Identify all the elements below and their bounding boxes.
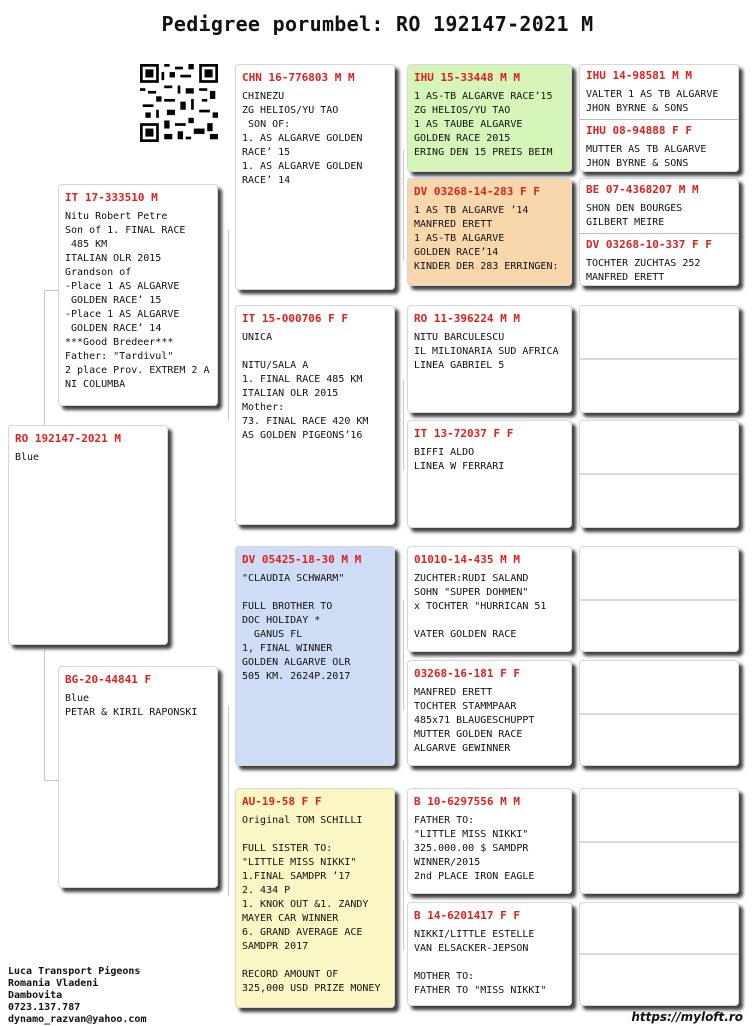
great-grandparent-card[interactable] <box>407 660 572 766</box>
great-grandparent-card[interactable] <box>407 305 572 413</box>
divider <box>580 599 738 601</box>
page-title: Pedigree porumbel: RO 192147-2021 M <box>161 12 594 36</box>
divider <box>580 841 738 843</box>
great-grandparent-details: BIFFI ALDO LINEA W FERRARI <box>414 447 505 472</box>
grandsire-paternal-card[interactable] <box>235 64 395 290</box>
g4-card[interactable] <box>579 178 739 286</box>
connector <box>44 650 45 780</box>
g4-details: SHON DEN BOURGES GILBERT MEIRE <box>586 203 683 228</box>
great-grandparent-details: 1 AS-TB ALGARVE RACE’15 ZG HELIOS/YU TAO 1 AS TAUBE ALGARVE GOLDEN RACE 2015 ERING DEN 15 PREIS BEIM <box>414 91 553 158</box>
great-grandparent-ring: DV 03268-14-283 F F <box>414 185 540 198</box>
connector <box>403 600 404 710</box>
great-grandparent-ring: RO 11-396224 M M <box>414 312 520 325</box>
grandparent-details: Original TOM SCHILLI FULL SISTER TO: "LITTLE MISS NIKKI" 1.FINAL SAMDPR ’17 2. 434 P 1. KNOK OUT &1. ZANDY MAYER CAR WINNER 6. GRAND AVERAGE ACE SAMDPR 2017 RECORD AMOUNT OF 325,000 USD PRIZE MONEY <box>242 815 381 994</box>
great-grandparent-card[interactable] <box>407 178 572 286</box>
great-grandparent-card[interactable] <box>407 420 572 528</box>
divider <box>580 713 738 715</box>
breeder-contact: Luca Transport Pigeons Romania Vladeni Dambovita 0723.137.787 dynamo_razvan@yahoo.com <box>8 966 147 1025</box>
subject-details: Blue <box>15 452 40 463</box>
site-url[interactable]: https://myloft.ro <box>631 1010 743 1024</box>
grandparent-ring: CHN 16-776803 M M <box>242 71 355 84</box>
g4-details: VALTER 1 AS TB ALGARVE JHON BYRNE & SONS <box>586 89 719 114</box>
great-grandparent-card[interactable] <box>407 64 572 172</box>
qr-code-icon <box>140 64 218 142</box>
granddam-paternal-card[interactable] <box>235 305 395 525</box>
connector <box>403 150 404 260</box>
g4-empty-card[interactable] <box>579 788 739 894</box>
grandparent-details: CHINEZU ZG HELIOS/YU TAO SON OF: 1. AS ALGARVE GOLDEN RACE’ 15 1. AS ALGARVE GOLDEN RACE’ 14 <box>242 91 363 186</box>
great-grandparent-details: NITU BARCULESCU IL MILIONARIA SUD AFRICA LINEA GABRIEL 5 <box>414 332 559 371</box>
connector <box>403 840 404 950</box>
g4-empty-card[interactable] <box>579 420 739 528</box>
great-grandparent-ring: B 14-6201417 F F <box>414 909 520 922</box>
great-grandparent-ring: 03268-16-181 F F <box>414 667 520 680</box>
divider <box>580 358 738 360</box>
great-grandparent-card[interactable] <box>407 902 572 1006</box>
great-grandparent-ring: IT 13-72037 F F <box>414 427 514 440</box>
great-grandparent-details: ZUCHTER:RUDI SALAND SOHN "SUPER DOHMEN" x TOCHTER "HURRICAN 51 VATER GOLDEN RACE <box>414 573 547 640</box>
great-grandparent-details: NIKKI/LITTLE ESTELLE VAN ELSACKER-JEPSON MOTHER TO: FATHER TO "MISS NIKKI" <box>414 929 547 996</box>
sire-ring: IT 17-333510 M <box>65 191 158 204</box>
connector <box>228 706 229 896</box>
grandsire-maternal-card[interactable] <box>235 546 395 766</box>
g4-empty-card[interactable] <box>579 305 739 413</box>
subject-ring: RO 192147-2021 M <box>15 432 121 445</box>
great-grandparent-details: MANFRED ERETT TOCHTER STAMMPAAR 485x71 BLAUGESCHUPPT MUTTER GOLDEN RACE ALGARVE GEWINNER <box>414 687 535 754</box>
g4-empty-card[interactable] <box>579 546 739 652</box>
grandparent-ring: DV 05425-18-30 M M <box>242 553 362 566</box>
g4-empty-card[interactable] <box>579 660 739 766</box>
g4-details: MUTTER AS TB ALGARVE JHON BYRNE & SONS <box>586 144 707 169</box>
great-grandparent-card[interactable] <box>407 788 572 894</box>
divider <box>580 953 738 955</box>
connector <box>44 290 45 430</box>
connector <box>403 380 404 470</box>
dam-ring: BG-20-44841 F <box>65 673 152 686</box>
great-grandparent-details: 1 AS TB ALGARVE ’14 MANFRED ERETT 1 AS-TB ALGARVE GOLDEN RACE’14 KINDER DER 283 ERRINGEN: <box>414 205 559 272</box>
g4-card[interactable] <box>579 64 739 172</box>
grandparent-ring: IT 15-000706 F F <box>242 312 348 325</box>
g4-ring: IHU 14-98581 M M <box>586 69 692 82</box>
grandparent-details: UNICA NITU/SALA A 1. FINAL RACE 485 KM ITALIAN OLR 2015 Mother: 73. FINAL RACE 420 KM AS GOLDEN PIGEONS’16 <box>242 332 369 441</box>
g4-empty-card[interactable] <box>579 902 739 1006</box>
sire-details: Nitu Robert Petre Son of 1. FINAL RACE 485 KM ITALIAN OLR 2015 Grandson of -Place 1 AS ALGARVE GOLDEN RACE’ 15 -Place 1 AS ALGARVE GOLDEN RACE’ 14 ***Good Bredeer*** Father: "Tardivul" 2 place Prov. EXTREM 2 A NI COLUMBA <box>65 211 210 390</box>
great-grandparent-details: FATHER TO: "LITTLE MISS NIKKI" 325.000.00 $ SAMDPR WINNER/2015 2nd PLACE IRON EAGLE <box>414 815 535 882</box>
grandparent-ring: AU-19-58 F F <box>242 795 322 808</box>
sire-card[interactable] <box>58 184 218 406</box>
g4-ring: IHU 08-94888 F F <box>586 124 692 137</box>
great-grandparent-ring: IHU 15-33448 M M <box>414 71 520 84</box>
g4-ring: DV 03268-10-337 F F <box>586 238 712 251</box>
g4-ring: BE 07-4368207 M M <box>586 183 699 196</box>
dam-details: Blue PETAR & KIRIL RAPONSKI <box>65 693 198 718</box>
subject-card[interactable] <box>8 425 168 645</box>
dam-card[interactable] <box>58 666 218 888</box>
divider <box>580 473 738 475</box>
great-grandparent-ring: 01010-14-435 M M <box>414 553 520 566</box>
granddam-maternal-card[interactable] <box>235 788 395 1008</box>
connector <box>228 230 229 420</box>
g4-details: TOCHTER ZUCHTAS 252 MANFRED ERETT <box>586 258 701 283</box>
great-grandparent-card[interactable] <box>407 546 572 652</box>
great-grandparent-ring: B 10-6297556 M M <box>414 795 520 808</box>
grandparent-details: "CLAUDIA SCHWARM" FULL BROTHER TO DOC HOLIDAY * GANUS FL 1, FINAL WINNER GOLDEN ALGARVE OLR 505 KM. 2624P.2017 <box>242 573 351 682</box>
